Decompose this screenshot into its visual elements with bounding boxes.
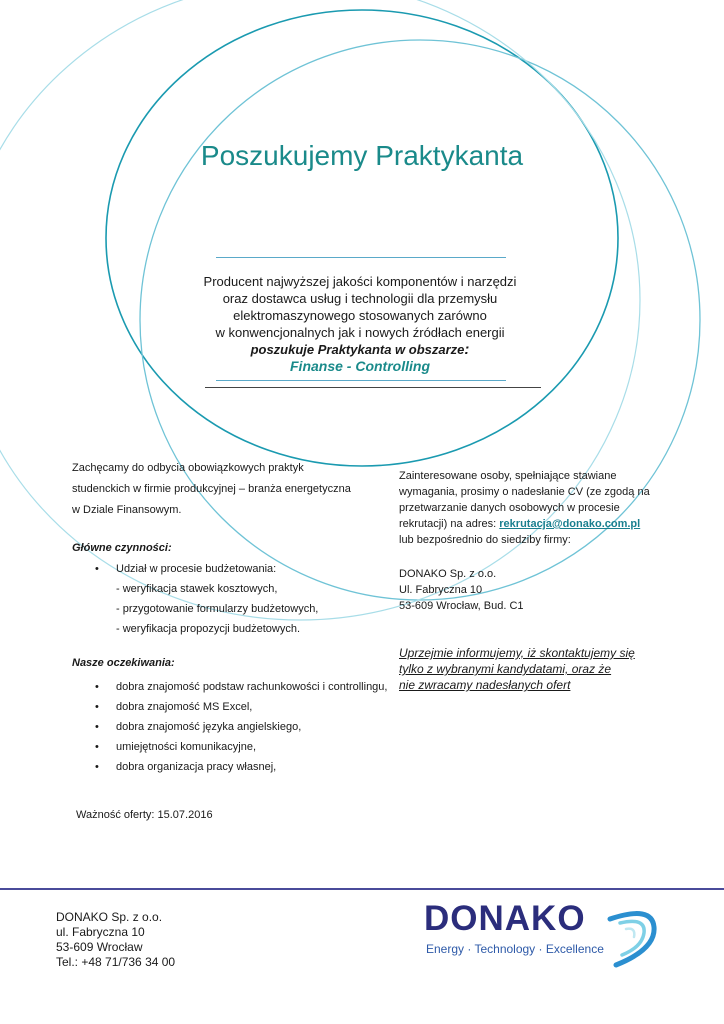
address-line: 53-609 Wrocław, Bud. C1 [399,600,524,612]
intro-text-line: w Dziale Finansowym. [72,504,182,516]
apply-prefix: rekrutacji) na adres: [399,518,500,530]
logo-swoosh-icon [600,905,670,971]
intro-line: Producent najwyższej jakości komponentów i narzędzi [203,274,517,289]
address-line: DONAKO Sp. z o.o. [399,568,497,580]
duties-list [72,559,392,579]
right-column [399,468,699,614]
list-item: • Udział w procesie budżetowania: [116,559,392,579]
apply-line: przetwarzanie danych osobowych w procesie [399,502,620,514]
circle-large [106,10,618,466]
expectations-list [72,677,392,777]
intro-block [160,273,560,375]
duties-heading: Główne czynności: [72,542,172,554]
list-item: • dobra znajomość podstaw rachunkowości i controllingu, [116,677,392,697]
rule-top [216,257,506,258]
footer-address-line: DONAKO Sp. z o.o. [56,910,163,924]
apply-line: wymagania, prosimy o nadesłanie CV (ze zgodą na [399,486,650,498]
email-link[interactable]: rekrutacja@donako.com.pl [499,518,641,530]
list-item: • umiejętności komunikacyjne, [116,737,392,757]
seeking-colon: : [464,341,470,358]
intro-text-line: Zachęcamy do odbycia obowiązkowych praktyk [72,462,304,474]
donako-logo: DONAKO [424,899,586,938]
rule-bottom-dark [205,387,541,388]
rule-bottom-teal [216,380,506,381]
apply-line: lub bezpośrednio do siedziby firmy: [399,534,571,546]
expectations-heading: Nasze oczekiwania: [72,657,175,669]
internship-intro [72,458,392,521]
intro-text-line: studenckich w firmie produkcyjnej – branża energetyczna [72,483,351,495]
page-title: Poszukujemy Praktykanta [200,140,524,171]
footer-address-line: ul. Fabryczna 10 [56,925,145,939]
sub-item: - przygotowanie formularzy budżetowych, [116,603,319,615]
logo-tagline: Energy · Technology · Excellence [426,942,604,956]
address-line: Ul. Fabryczna 10 [399,584,483,596]
footer-phone: Tel.: +48 71/736 34 00 [56,955,176,969]
footer-address-line: 53-609 Wrocław [56,940,143,954]
company-address [399,566,699,614]
notice-line: tylko z wybranymi kandydatami, oraz że [399,662,612,676]
sub-item: - weryfikacja stawek kosztowych, [116,583,278,595]
focus-area: Finanse - Controlling [290,358,430,374]
notice-line: nie zwracamy nadesłanych ofert [399,678,571,692]
list-item: • dobra znajomość MS Excel, [116,697,392,717]
notice-line: Uprzejmie informujemy, iż skontaktujemy się [399,646,635,660]
list-item: • dobra organizacja pracy własnej, [116,757,392,777]
intro-line: oraz dostawca usług i technologii dla przemysłu [222,291,498,306]
apply-line: Zainteresowane osoby, spełniające stawiane [399,470,617,482]
duties-sublist [72,579,392,639]
intro-line: w konwencjonalnych jak i nowych źródłach energii [215,325,505,340]
footer-divider [0,888,724,890]
offer-validity: Ważność oferty: 15.07.2016 [76,809,213,821]
footer-address [56,910,175,970]
left-column [72,458,392,777]
list-item: • dobra znajomość języka angielskiego, [116,717,392,737]
notice [399,645,699,693]
intro-line: elektromaszynowego stosowanych zarówno [233,308,487,323]
seeking-text: poszukuje Praktykanta w obszarze [250,342,465,357]
sub-item: - weryfikacja propozycji budżetowych. [116,623,301,635]
